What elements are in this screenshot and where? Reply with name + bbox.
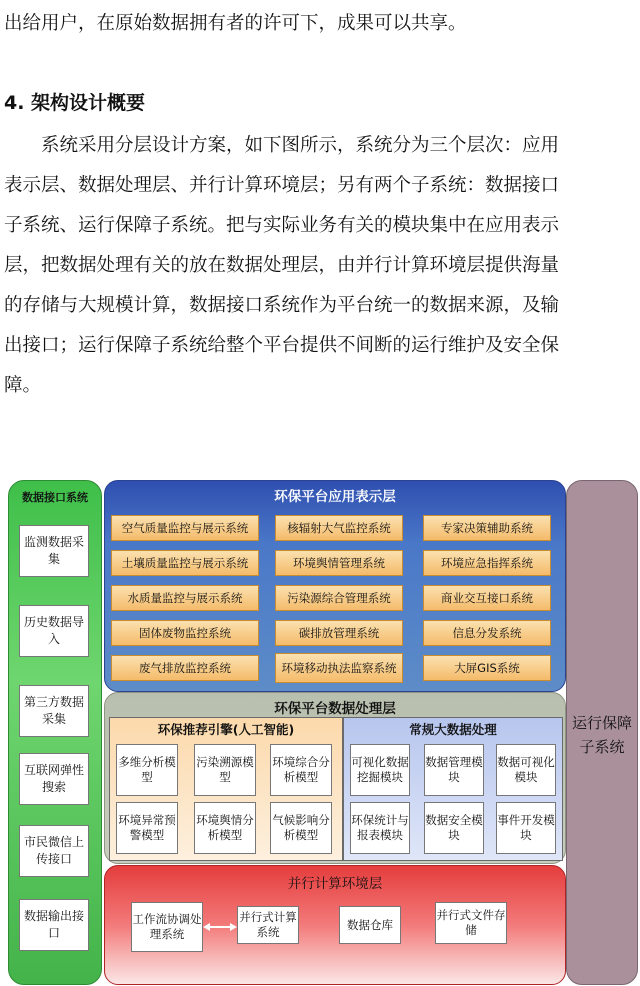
app-module: 核辐射大气监控系统 <box>275 515 403 541</box>
bigdata-module: 数据安全模块 <box>424 802 484 854</box>
app-module: 碳排放管理系统 <box>275 620 403 646</box>
ai-model: 污染溯源模型 <box>194 744 256 796</box>
bidirectional-arrow-icon <box>203 921 237 933</box>
interface-item: 监测数据采集 <box>19 525 89 577</box>
app-module: 信息分发系统 <box>423 620 551 646</box>
paragraph-line: 表示层、数据处理层、并行计算环境层；另有两个子系统：数据接口 <box>4 175 560 196</box>
compute-layer <box>104 865 566 985</box>
compute-layer-title: 并行计算环境层 <box>287 876 383 892</box>
interface-item: 历史数据导入 <box>19 605 89 657</box>
section-heading: 4. 架构设计概要 <box>4 92 146 114</box>
paragraph-line: 的存储与大规模计算，数据接口系统作为平台统一的数据来源，及输 <box>4 295 560 316</box>
bigdata-module: 环保统计与报表模块 <box>350 802 410 854</box>
compute-module: 并行式文件存储 <box>435 902 507 944</box>
app-module: 污染源综合管理系统 <box>275 585 403 611</box>
bigdata-title: 常规大数据处理 <box>409 722 497 737</box>
app-module: 商业交互接口系统 <box>423 585 551 611</box>
app-layer-title: 环保平台应用表示层 <box>274 489 396 505</box>
bigdata-module: 数据可视化模块 <box>496 744 556 796</box>
bigdata-panel <box>343 717 563 861</box>
data-layer-title: 环保平台数据处理层 <box>274 701 396 717</box>
paragraph-line: 出接口；运行保障子系统给整个平台提供不间断的运行维护及安全保 <box>4 335 560 356</box>
paragraph-line: 系统采用分层设计方案，如下图所示，系统分为三个层次：应用 <box>4 135 560 156</box>
interface-item: 数据输出接口 <box>19 899 89 951</box>
bigdata-module: 事件开发模块 <box>496 802 556 854</box>
ai-model: 多维分析模型 <box>116 744 178 796</box>
app-module: 专家决策辅助系统 <box>423 515 551 541</box>
ai-model: 环境异常预警模型 <box>116 802 178 854</box>
app-layer <box>104 480 566 692</box>
app-module: 环境应急指挥系统 <box>423 550 551 576</box>
ops-support-label: 运行保障子系统 <box>571 714 632 756</box>
paragraph-line: 障。 <box>4 375 42 396</box>
bigdata-module: 数据管理模块 <box>424 744 484 796</box>
app-module: 废气排放监控系统 <box>111 655 259 681</box>
paragraph-line: 层，把数据处理有关的放在数据处理层，由并行计算环境层提供海量 <box>4 255 560 276</box>
architecture-diagram <box>0 470 640 986</box>
compute-module: 工作流协调处理系统 <box>131 902 203 952</box>
app-module: 空气质量监控与展示系统 <box>111 515 259 541</box>
data-layer <box>104 692 566 864</box>
interface-item: 第三方数据采集 <box>19 685 89 737</box>
ai-model: 环境综合分析模型 <box>270 744 332 796</box>
interface-item: 互联网弹性搜索 <box>19 753 89 805</box>
paragraph-line: 子系统、运行保障子系统。把与实际业务有关的模块集中在应用表示 <box>4 215 560 236</box>
ops-support-column <box>566 480 638 985</box>
compute-module: 并行式计算系统 <box>237 906 299 944</box>
app-module: 环境移动执法监察系统 <box>275 653 403 683</box>
ai-engine-panel <box>109 717 343 861</box>
ai-model: 气候影响分析模型 <box>270 802 332 854</box>
ai-model: 环境舆情分析模型 <box>194 802 256 854</box>
text-line-top: 出给用户，在原始数据拥有者的许可下，成果可以共享。 <box>4 13 467 34</box>
app-module: 固体废物监控系统 <box>111 620 259 646</box>
bigdata-module: 可视化数据挖掘模块 <box>350 744 410 796</box>
interface-item: 市民微信上传接口 <box>19 825 89 877</box>
compute-module: 数据仓库 <box>339 906 401 944</box>
app-module: 大屏GIS系统 <box>423 655 551 681</box>
ai-engine-title: 环保推荐引擎(人工智能) <box>157 722 295 737</box>
data-interface-column <box>8 480 102 985</box>
app-module: 水质量监控与展示系统 <box>111 585 259 611</box>
app-module: 环境舆情管理系统 <box>275 550 403 576</box>
app-module: 土壤质量监控与展示系统 <box>111 550 259 576</box>
data-interface-title: 数据接口系统 <box>22 491 88 504</box>
